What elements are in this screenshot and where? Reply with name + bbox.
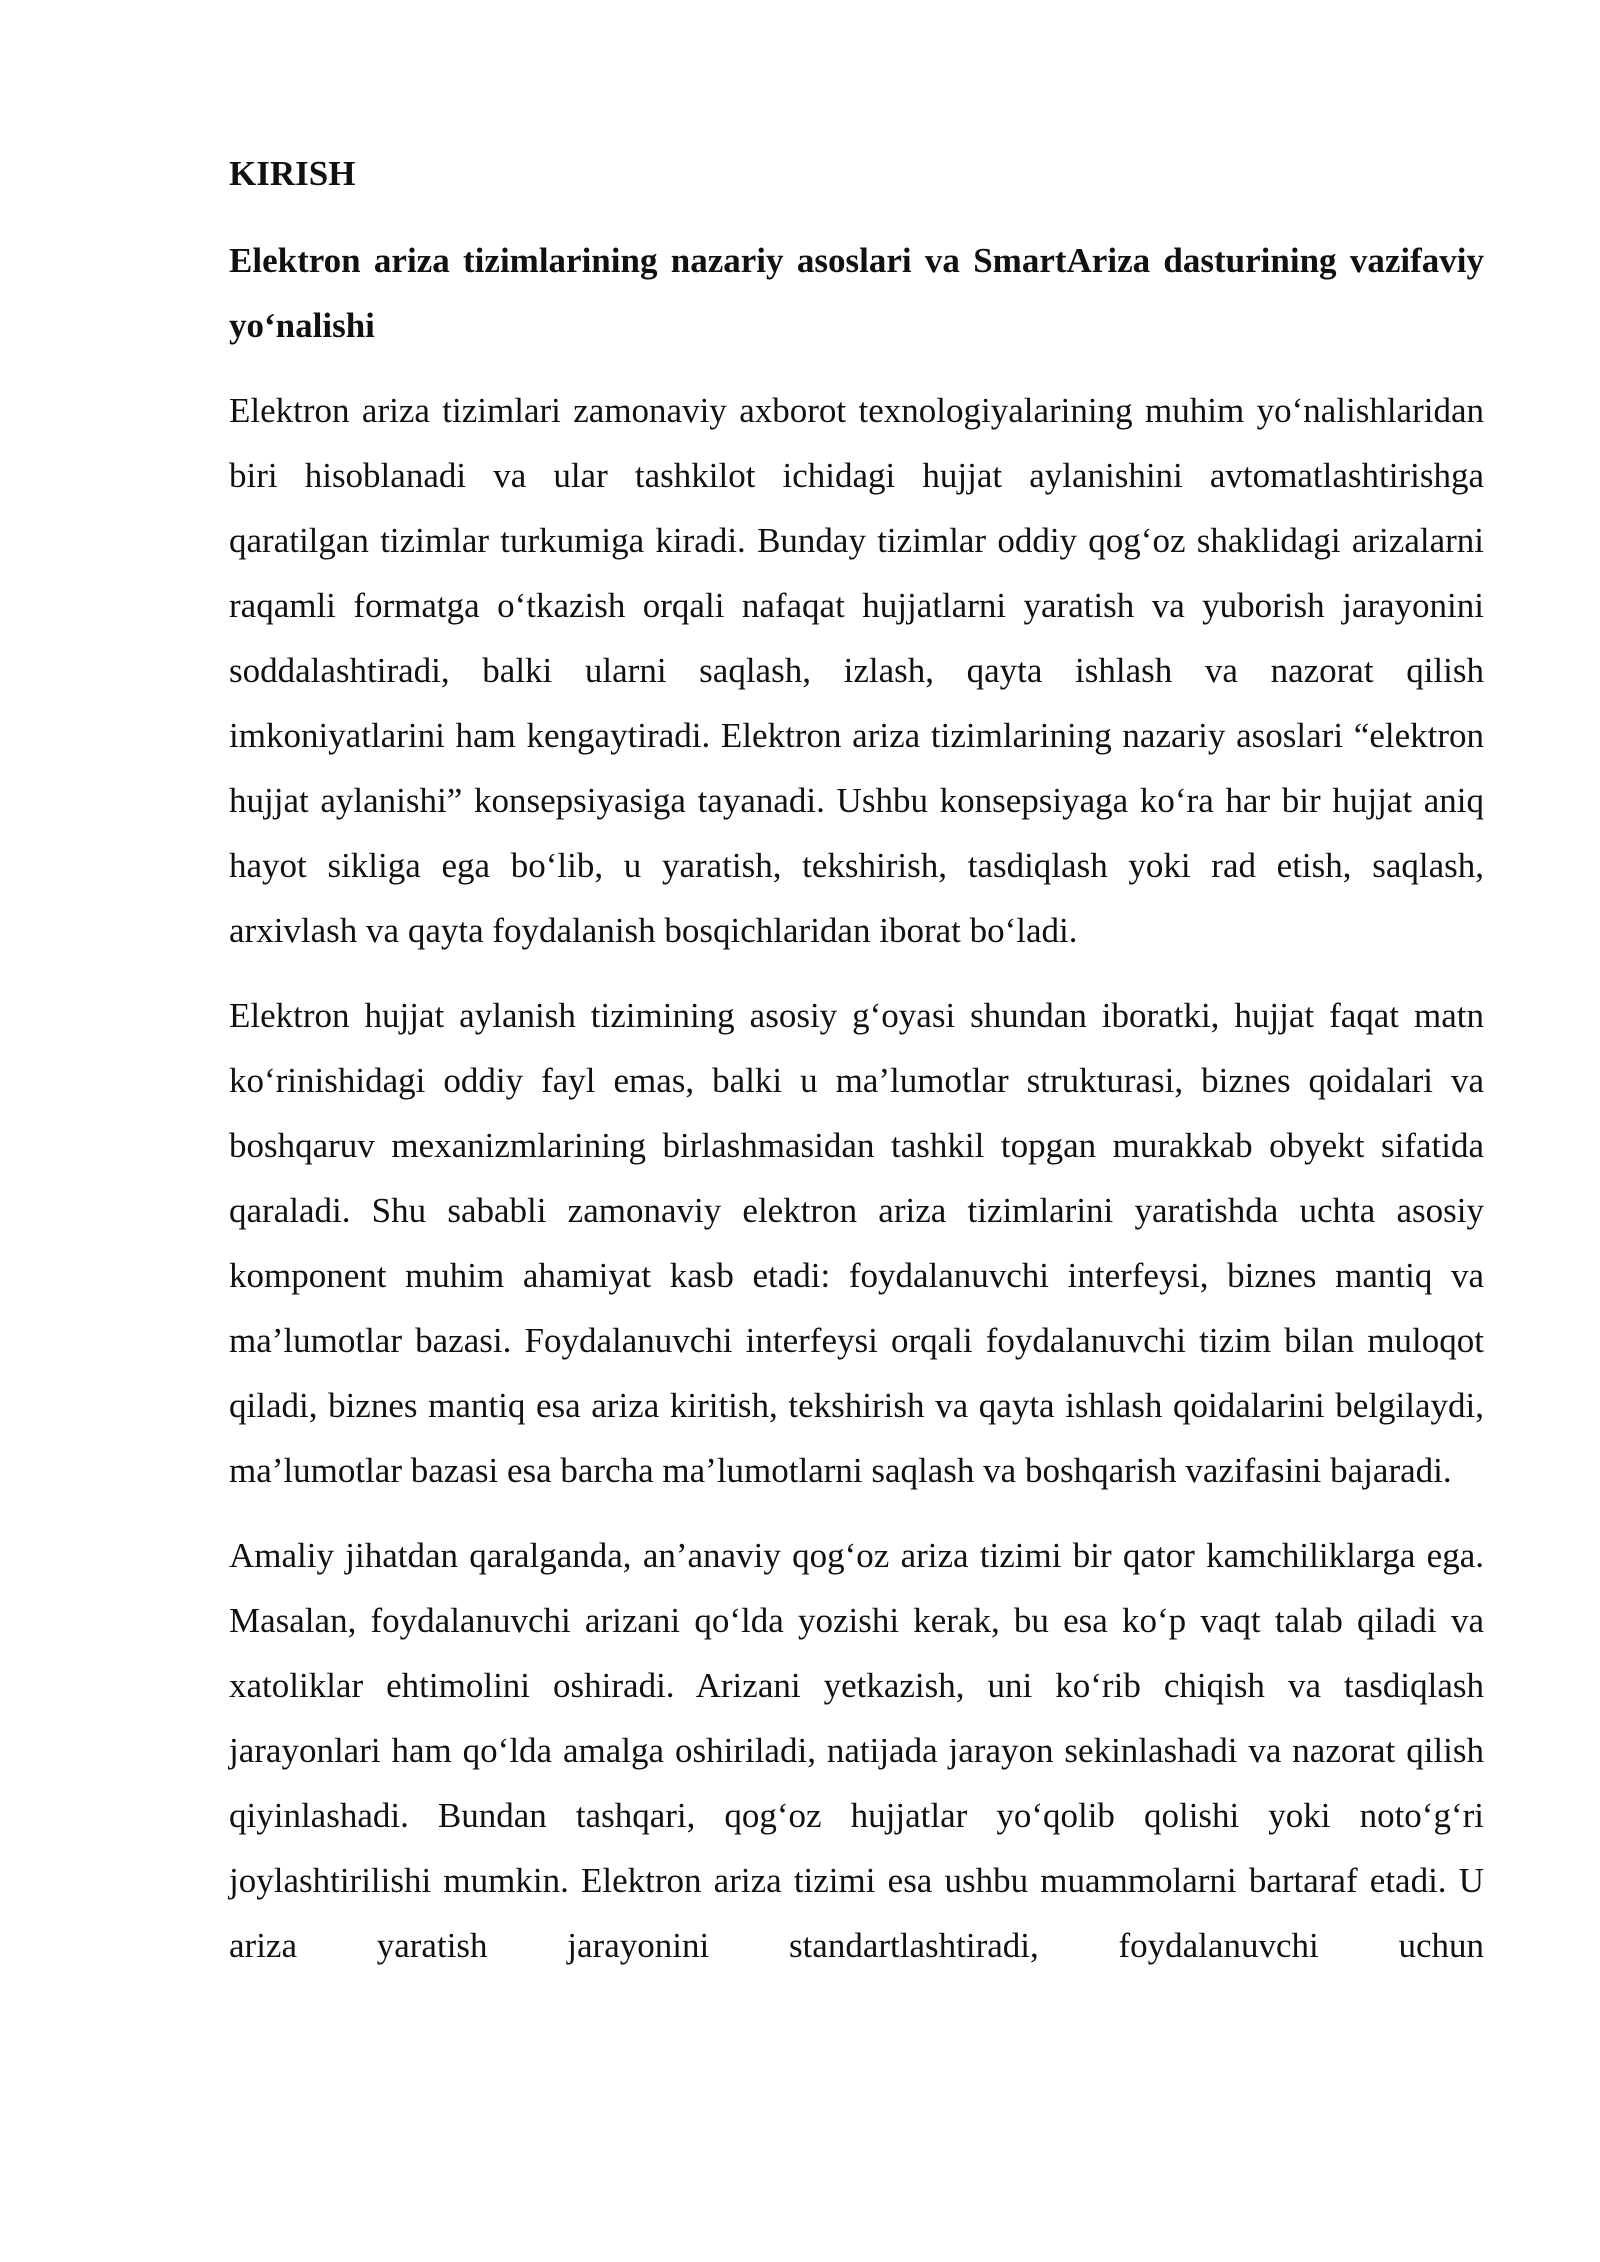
body-paragraph-2: Elektron hujjat aylanish tizimining asosiy g‘oyasi shundan iboratki, hujjat faqat matn ko‘rinishidagi oddiy fayl emas, balki u ma’lumotlar strukturasi, biznes qoidalari va boshqaruv mexanizmlarining birlashmasidan tashkil topgan murakkab obyekt sifatida qaraladi. Shu sababli zamonaviy elektron ariza tizimlarini yaratishda uchta asosiy komponent muhim ahamiyat kasb etadi: foydalanuvchi interfeysi, biznes mantiq va ma’lumotlar bazasi. Foydalanuvchi interfeysi orqali foydalanuvchi tizim bilan muloqot qiladi, biznes mantiq esa ariza kiritish, tekshirish va qayta ishlash qoidalarini belgilaydi, ma’lumotlar bazasi esa barcha ma’lumotlarni saqlash va boshqarish vazifasini bajaradi. bbox=[229, 996, 1484, 1490]
body-paragraph-1: Elektron ariza tizimlari zamonaviy axborot texnologiyalarining muhim yo‘nalishlaridan biri hisoblanadi va ular tashkilot ichidagi hujjat aylanishini avtomatlashtirishga qaratilgan tizimlar turkumiga kiradi. Bunday tizimlar oddiy qog‘oz shaklidagi arizalarni raqamli formatga o‘tkazish orqali nafaqat hujjatlarni yaratish va yuborish jarayonini soddalashtiradi, balki ularni saqlash, izlash, qayta ishlash va nazorat qilish imkoniyatlarini ham kengaytiradi. Elektron ariza tizimlarining nazariy asoslari “elektron hujjat aylanishi” konsepsiyasiga tayanadi. Ushbu konsepsiyaga ko‘ra har bir hujjat aniq hayot sikliga ega bo‘lib, u yaratish, tekshirish, tasdiqlash yoki rad etish, saqlash, arxivlash va qayta foydalanish bosqichlaridan iborat bo‘ladi. bbox=[229, 391, 1484, 950]
body-paragraph-3: Amaliy jihatdan qaralganda, an’anaviy qog‘oz ariza tizimi bir qator kamchiliklarga ega. Masalan, foydalanuvchi arizani qo‘lda yozishi kerak, bu esa ko‘p vaqt talab qiladi va xatoliklar ehtimolini oshiradi. Arizani yetkazish, uni ko‘rib chiqish va tasdiqlash jarayonlari ham qo‘lda amalga oshiriladi, natijada jarayon sekinlashadi va nazorat qilish qiyinlashadi. Bundan tashqari, qog‘oz hujjatlar yo‘qolib qolishi yoki noto‘g‘ri joylashtirilishi mumkin. Elektron ariza tizimi esa ushbu muammolarni bartaraf etadi. U ariza yaratish jarayonini standartlashtiradi, foydalanuvchi uchun bbox=[229, 1536, 1484, 1965]
section-subheading: Elektron ariza tizimlarining nazariy asoslari va SmartAriza dasturining vazifaviy yo‘nalishi bbox=[229, 241, 1484, 345]
document-body bbox=[229, 148, 1484, 1998]
section-heading: KIRISH bbox=[229, 154, 356, 193]
